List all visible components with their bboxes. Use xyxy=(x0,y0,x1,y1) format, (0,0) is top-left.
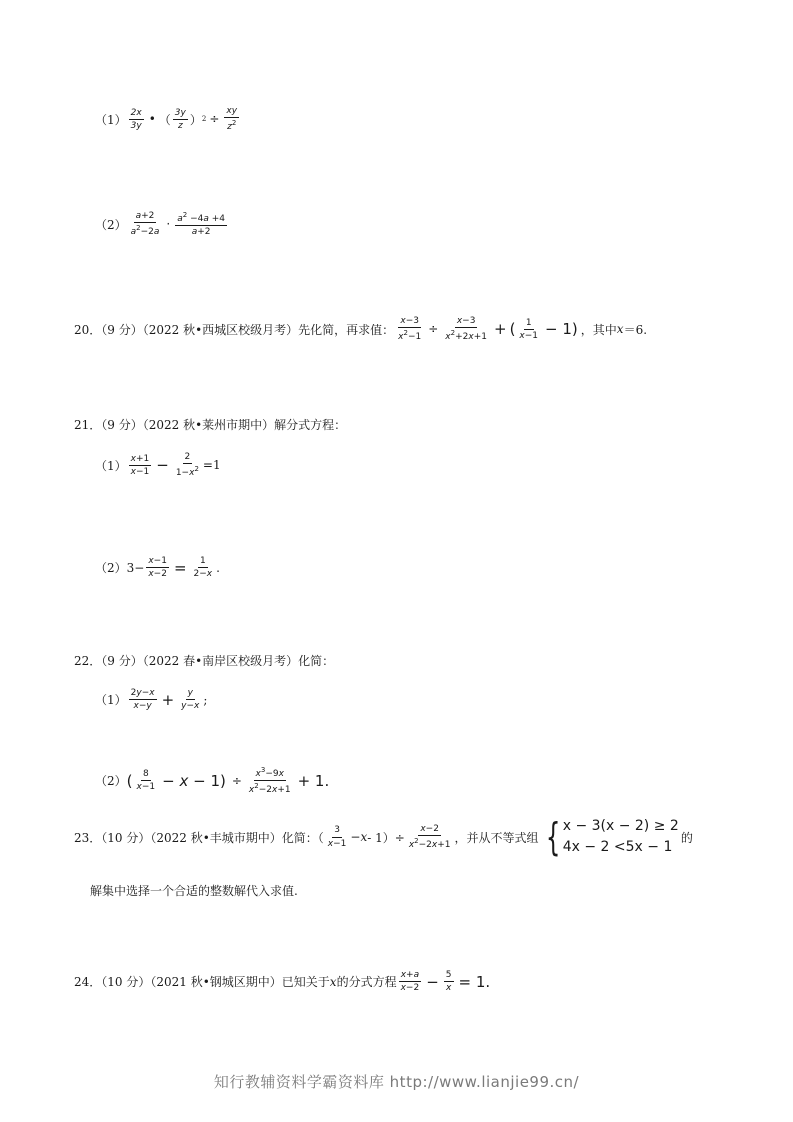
q23-text: 23．（10 分）（2022 秋•丰城市期中）化简：（ xyxy=(74,830,324,845)
question-24: 24．（10 分）（2021 秋•钢城区期中）已知关于 x 的分式方程 $\frac{x+a}{x-2}$ − $\frac{5}{x}$ = 1. xyxy=(74,970,491,994)
fraction: $\frac{1}{2-x}$ xyxy=(193,556,213,580)
fraction: $\frac{5}{x}$ xyxy=(445,970,452,994)
question-22 xyxy=(74,652,334,669)
q21-text: 21．（9 分）（2022 秋•莱州市期中）解分式方程： xyxy=(74,418,347,432)
fraction: $\frac{2y-x}{x-y}$ xyxy=(130,688,155,712)
q22-part2: （2） ( $\frac{8}{x-1}$ − x − 1) ÷ $\frac{x^3-9x}{x^2-2x+1}$ + 1. xyxy=(95,766,330,796)
fraction: $\frac{a^2 -4a +4}{a+2}$ xyxy=(177,211,226,238)
fraction: $\frac{2}{1-x^2}$ xyxy=(175,452,199,479)
q20-text: 20．（9 分）（2022 秋•西城区校级月考）先化简，再求值： xyxy=(74,322,395,337)
fraction: $\frac{x^3-9x}{x^2-2x+1}$ xyxy=(248,766,291,796)
question-20: 20．（9 分）（2022 秋•西城区校级月考）先化简，再求值： $\frac{x-3}{x^2-1}$ ÷ $\frac{x-3}{x^2+2x+1}$ + ( $\frac{1}{x-1}$ − 1) ，其中 x ＝6. xyxy=(74,316,648,343)
footer-watermark: 知行教辅资料学霸资料库 http://www.lianjie99.cn/ xyxy=(213,1073,580,1091)
q19-part1: （1） $\frac{2x}{3y}$ • （ $\frac{3y}{z}$ ） 2 ÷ $\frac{xy}{z^2}$ xyxy=(95,106,238,133)
fraction: $\frac{3y}{z}$ xyxy=(174,107,186,131)
left-brace: { xyxy=(545,815,560,859)
q22-text: 22．（9 分）（2022 春•南岸区校级月考）化简： xyxy=(74,654,335,668)
fraction: $\frac{x-1}{x-2}$ xyxy=(148,556,167,580)
q22-part1: （1） $\frac{2y-x}{x-y}$ + $\frac{y}{y-x}$ ; xyxy=(95,688,208,712)
q19-part1-label: （1） xyxy=(95,112,127,127)
fraction: $\frac{3}{x-1}$ xyxy=(327,825,347,849)
question-23: 23．（10 分）（2022 秋•丰城市期中）化简：（ $\frac{3}{x-1}$ − x - 1）÷ $\frac{x-2}{x^2-2x+1}$ ，并从不等式组 { x − 3(x − 2) ≥ 2 4x − 2 <5x − 1 的 xyxy=(74,815,693,859)
inequality-2: 4x − 2 <5x − 1 xyxy=(562,839,673,855)
fraction: $\frac{x+a}{x-2}$ xyxy=(400,970,420,994)
q19-part2-label: （2） xyxy=(95,217,127,232)
fraction: $\frac{y}{y-x}$ xyxy=(181,688,200,712)
q21-part2: （2）3− $\frac{x-1}{x-2}$ = $\frac{1}{2-x}$ . xyxy=(95,556,220,580)
fraction: $\frac{x-3}{x^2-1}$ xyxy=(398,316,422,343)
fraction: $\frac{a+2}{a^2-2a}$ xyxy=(130,211,160,238)
inequality-1: x − 3(x − 2) ≥ 2 xyxy=(562,818,679,834)
q21-part1: （1） $\frac{x+1}{x-1}$ − $\frac{2}{1-x^2}$ =1 xyxy=(95,452,221,479)
fraction: $\frac{8}{x-1}$ xyxy=(136,769,156,793)
inequality-system xyxy=(541,816,679,858)
q19-part2: （2） $\frac{a+2}{a^2-2a}$ · $\frac{a^2 -4a +4}{a+2}$ xyxy=(95,211,226,238)
fraction: $\frac{2x}{3y}$ xyxy=(130,107,142,131)
fraction: $\frac{x+1}{x-1}$ xyxy=(130,453,150,477)
fraction: $\frac{x-3}{x^2+2x+1}$ xyxy=(445,316,487,343)
fraction: $\frac{x-2}{x^2-2x+1}$ xyxy=(408,823,451,850)
question-21 xyxy=(74,416,346,433)
fraction: $\frac{xy}{z^2}$ xyxy=(226,106,238,133)
question-23-line2: 解集中选择一个合适的整数解代入求值. xyxy=(90,884,298,898)
fraction: $\frac{1}{x-1}$ xyxy=(519,317,539,341)
